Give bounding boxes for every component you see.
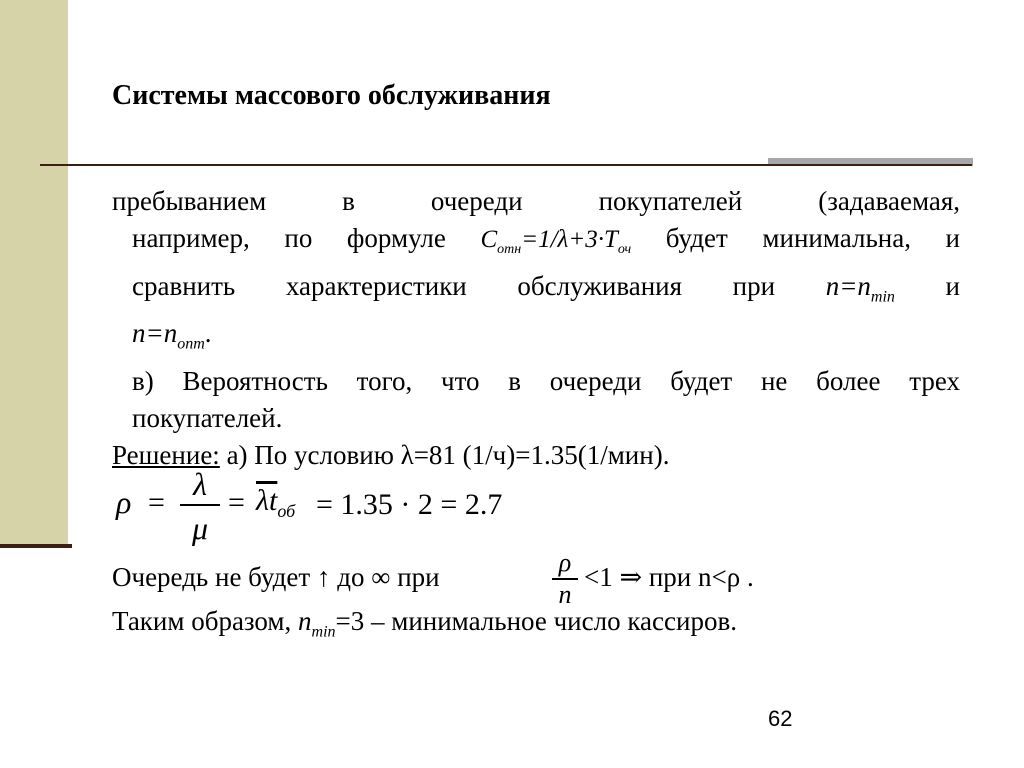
queue-fraction: ρ n xyxy=(552,548,578,610)
eq-equals-1: = xyxy=(148,486,165,519)
solution-label: Решение: xyxy=(112,439,220,470)
title-divider xyxy=(40,164,972,166)
para1-line2: например, по формуле $C_{отн}=1/\lambda+3\cdot T_{оч}$ будет минимальна, и xyxy=(132,223,960,257)
left-decor-underline xyxy=(0,544,72,548)
slide-body xyxy=(112,183,960,474)
eq-value: = 1.35 · 2 = 2.7 xyxy=(316,488,503,521)
para2-line2: покупателей. xyxy=(132,402,283,433)
page-number: 62 xyxy=(768,706,793,731)
para1-line1: пребыванием в очереди покупателей (задаваемая, xyxy=(112,186,960,216)
para1-line3: сравнить характеристики обслуживания при $n=n_{min}$ и xyxy=(132,271,960,306)
eq-fraction xyxy=(180,464,220,550)
eq-lambda-t: $\overline{\lambda t}_{об}$ xyxy=(256,484,296,521)
queue-text-a: Очередь не будет ↑ до ∞ при xyxy=(112,562,440,592)
formula-c: $C_{отн}=1/\lambda+3\cdot T_{оч}$ xyxy=(480,226,632,257)
slide-title: Системы массового обслуживания xyxy=(112,80,551,111)
eq-numerator: λ xyxy=(193,466,207,502)
left-decor-bar xyxy=(0,0,68,545)
eq-rho: ρ xyxy=(116,484,132,520)
solution-line: Решение: а) По условию λ=81 (1/ч)=1.35(1/мин). xyxy=(112,439,670,470)
result-line: Таким образом, $n_{min}=3$ – минимальное число кассиров. xyxy=(112,606,737,641)
eq-equals-2: = xyxy=(228,486,245,519)
queue-text-b: <1 ⇒ при n<ρ . xyxy=(584,562,754,592)
para2-line1: в) Вероятность того, что в очереди будет не более трех xyxy=(132,365,960,396)
eq-denominator: μ xyxy=(191,510,209,546)
para1-line4: $n=n_{опт}$. xyxy=(132,318,212,353)
